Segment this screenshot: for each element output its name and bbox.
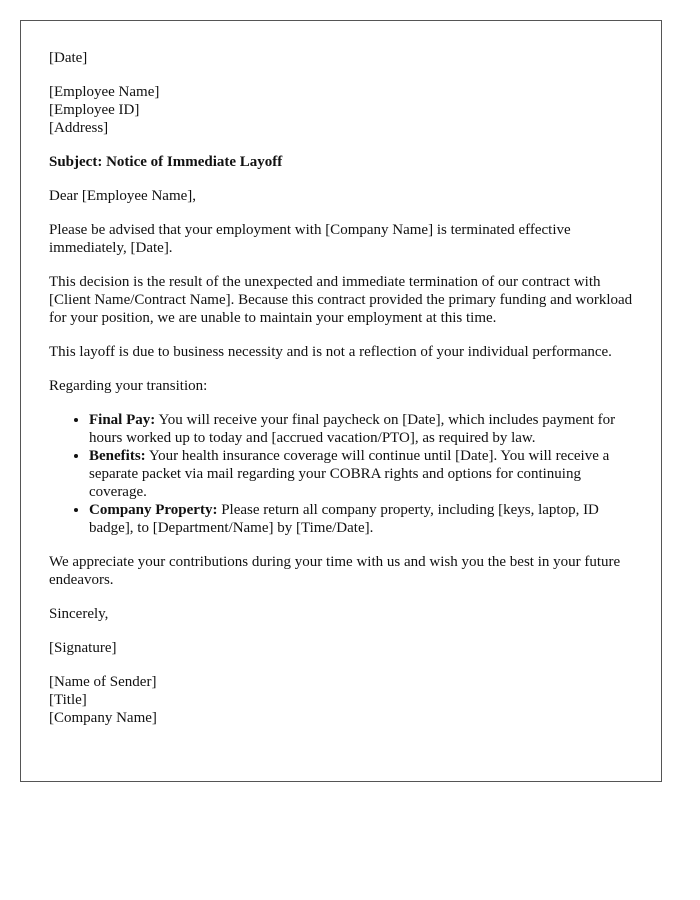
recipient-id: [Employee ID] <box>49 102 140 118</box>
sender-name: [Name of Sender] <box>49 674 157 690</box>
date-block <box>49 49 633 67</box>
subject-line: Subject: Notice of Immediate Layoff <box>49 154 283 170</box>
transition-item-text: You will receive your final paycheck on [Date], which includes payment for hours worked up to today and [accrued vacation/PTO], as required by law. <box>89 412 616 446</box>
transition-item-final-pay <box>89 411 633 447</box>
transition-item-label: Company Property: <box>89 502 218 518</box>
paragraph-reason: This decision is the result of the unexpected and immediate termination of our contract with [Client Name/Contract Name]. Because this contract provided the primary funding and workload for your position, we are unable to maintain your employment at this time. <box>49 274 633 326</box>
transition-item-label: Benefits: <box>89 448 146 464</box>
paragraph-transition-intro: Regarding your transition: <box>49 378 208 394</box>
paragraph-termination: Please be advised that your employment with [Company Name] is terminated effective immediately, [Date]. <box>49 222 571 256</box>
signature: [Signature] <box>49 640 117 656</box>
letter-date: [Date] <box>49 50 88 66</box>
transition-item-text: Please return all company property, including [keys, laptop, ID badge], to [Department/Name] by [Time/Date]. <box>89 502 599 536</box>
paragraph-necessity: This layoff is due to business necessity and is not a reflection of your individual performance. <box>49 344 612 360</box>
sender-company: [Company Name] <box>49 710 157 726</box>
transition-item-text: Your health insurance coverage will continue until [Date]. You will receive a separate packet via mail regarding your COBRA rights and options for continuing coverage. <box>89 448 610 500</box>
letter <box>20 20 662 782</box>
transition-list <box>49 411 633 537</box>
salutation: Dear [Employee Name], <box>49 188 197 204</box>
closing: Sincerely, <box>49 606 109 622</box>
sender-block <box>49 673 633 727</box>
closing-paragraph: We appreciate your contributions during your time with us and wish you the best in your future endeavors. <box>49 554 621 588</box>
transition-item-company-property <box>89 501 633 537</box>
transition-item-label: Final Pay: <box>89 412 156 428</box>
transition-item-benefits <box>89 447 633 501</box>
recipient-address: [Address] <box>49 120 109 136</box>
recipient-name: [Employee Name] <box>49 84 160 100</box>
recipient-block <box>49 83 633 137</box>
sender-title: [Title] <box>49 692 87 708</box>
